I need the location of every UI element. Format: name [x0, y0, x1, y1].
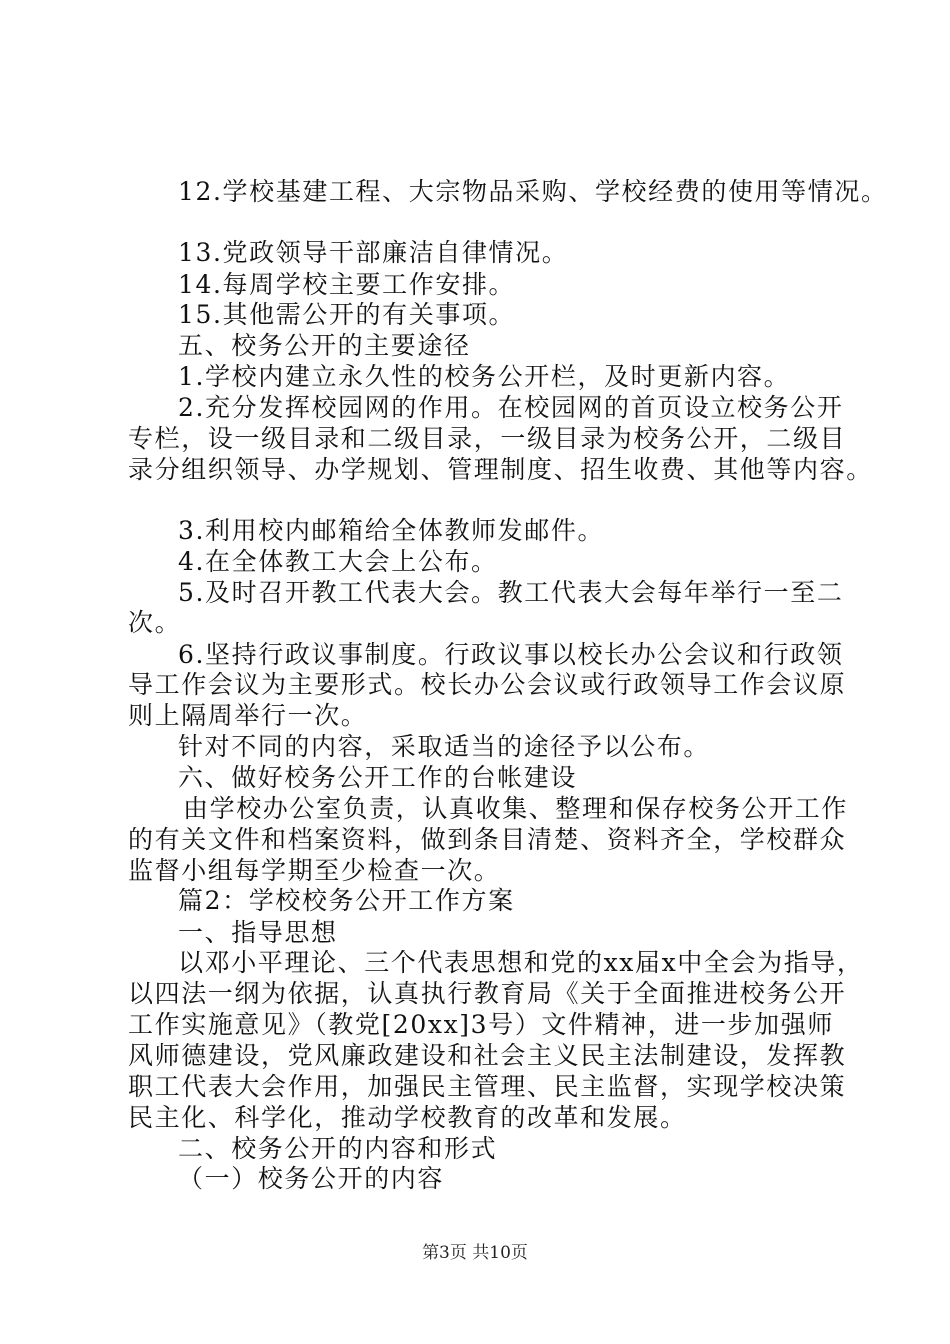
text-line: 1.学校内建立永久性的校务公开栏，及时更新内容。: [178, 362, 791, 391]
text-line: 15.其他需公开的有关事项。: [178, 300, 516, 329]
subsection-heading: （一）校务公开的内容: [178, 1164, 445, 1193]
text-line: 次。: [128, 608, 182, 637]
text-line: 6.坚持行政议事制度。行政议事以校长办公会议和行政领: [178, 640, 844, 669]
text-line: 民主化、科学化，推动学校教育的改革和发展。: [128, 1103, 687, 1132]
text-line: 则上隔周举行一次。: [128, 701, 368, 730]
text-line: 针对不同的内容，采取适当的途径予以公布。: [178, 732, 711, 761]
text-line: 监督小组每学期至少检查一次。: [128, 856, 501, 885]
text-line: 录分组织领导、办学规划、管理制度、招生收费、其他等内容。: [128, 455, 873, 484]
text-line: 3.利用校内邮箱给全体教师发邮件。: [178, 516, 605, 545]
page-number: 第3页 共10页: [422, 1243, 528, 1263]
text-line: 以邓小平理论、三个代表思想和党的xx届x中全会为指导，: [178, 948, 864, 977]
text-line: 导工作会议为主要形式。校长办公会议或行政领导工作会议原: [128, 670, 847, 699]
text-line: 13.党政领导干部廉洁自律情况。: [178, 238, 569, 267]
text-line: 职工代表大会作用，加强民主管理、民主监督，实现学校决策: [128, 1072, 847, 1101]
text-line: 风师德建设，党风廉政建设和社会主义民主法制建设，发挥教: [128, 1041, 847, 1070]
text-line: 12.学校基建工程、大宗物品采购、学校经费的使用等情况。: [178, 177, 888, 206]
section-heading: 一、指导思想: [178, 918, 338, 947]
section-heading: 五、校务公开的主要途径: [178, 331, 471, 360]
text-line: 工作实施意见》（教党[20xx]3号）文件精神，进一步加强师: [128, 1010, 834, 1039]
text-line: 专栏，设一级目录和二级目录，一级目录为校务公开，二级目: [128, 424, 847, 453]
section-heading: 六、做好校务公开工作的台帐建设: [178, 763, 578, 792]
text-line: 以四法一纲为依据，认真执行教育局《关于全面推进校务公开: [128, 979, 847, 1008]
text-line: 5.及时召开教工代表大会。教工代表大会每年举行一至二: [178, 578, 844, 607]
text-line: 的有关文件和档案资料，做到条目清楚、资料齐全，学校群众: [128, 825, 847, 854]
article-title: 篇2：学校校务公开工作方案: [178, 886, 515, 915]
section-heading: 二、校务公开的内容和形式: [178, 1134, 498, 1163]
text-line: 14.每周学校主要工作安排。: [178, 270, 516, 299]
text-line: 由学校办公室负责，认真收集、整理和保存校务公开工作: [183, 794, 849, 823]
text-line: 2.充分发挥校园网的作用。在校园网的首页设立校务公开: [178, 393, 844, 422]
text-line: 4.在全体教工大会上公布。: [178, 547, 498, 576]
